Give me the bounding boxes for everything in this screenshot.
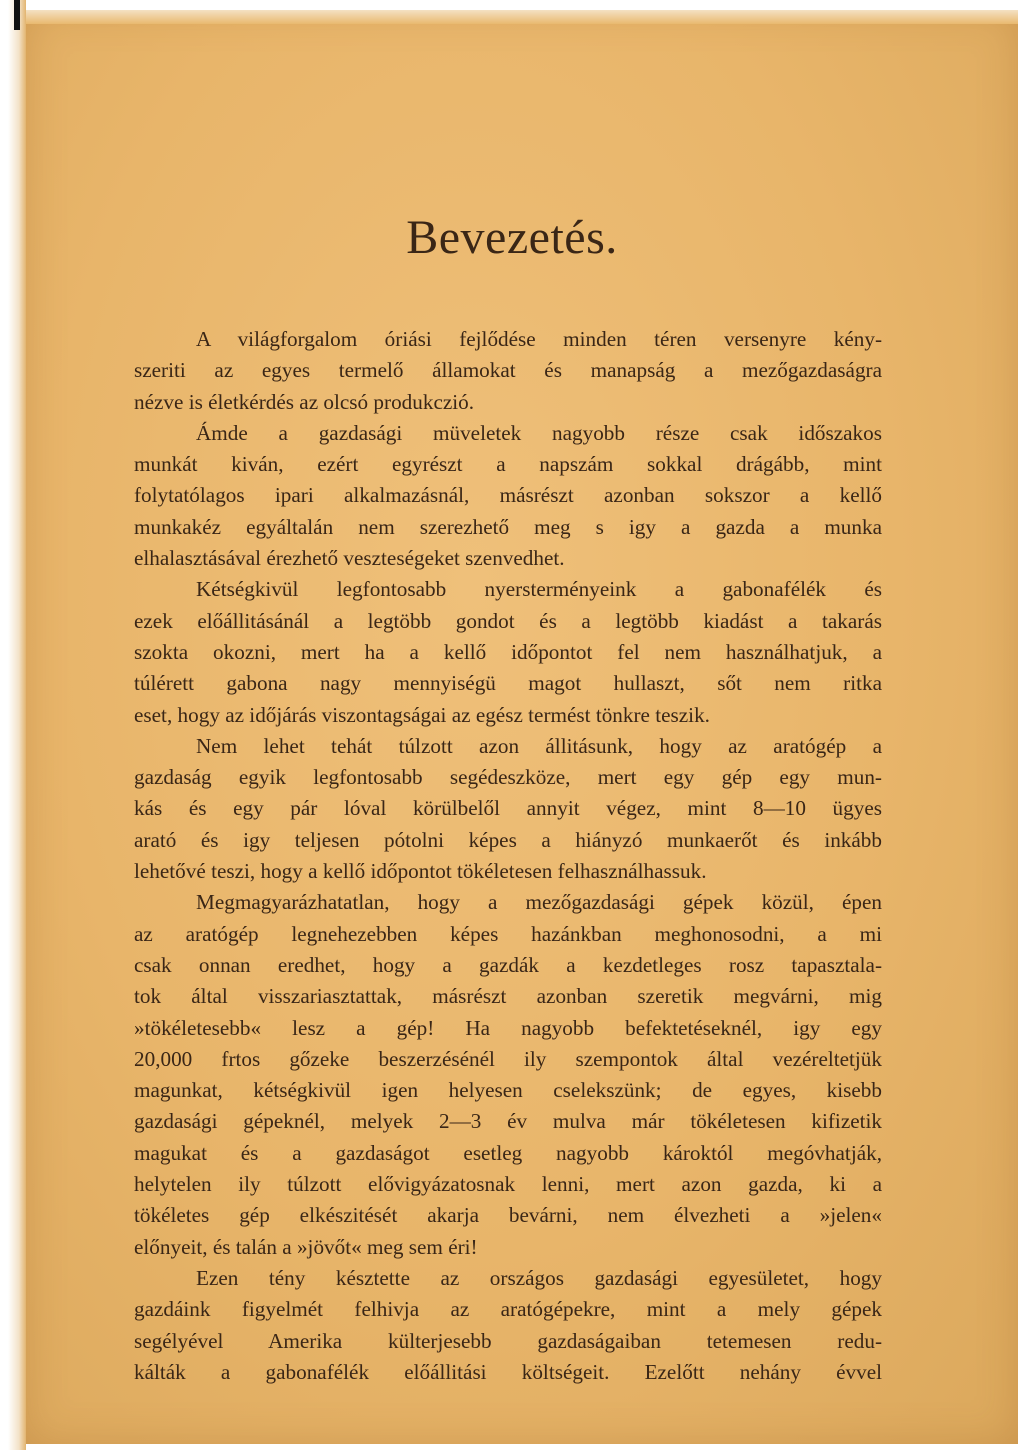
text-line: magukat és a gazdaságot esetleg nagyobb károktól megóvhatják, bbox=[134, 1140, 882, 1165]
text-line: munkakéz egyáltalán nem szerezhető meg s igy a gazda a munka bbox=[134, 514, 882, 539]
text-line: Kétségkivül legfontosabb nyersterményeink a gabonafélék és bbox=[196, 577, 882, 602]
text-line: nézve is életkérdés az olcsó produkczió. bbox=[134, 389, 475, 414]
text-line: túlérett gabona nagy mennyiségü magot hullaszt, sőt nem ritka bbox=[134, 671, 882, 696]
text-line: lehetővé teszi, hogy a kellő időpontot tökéletesen felhasználhassuk. bbox=[134, 859, 707, 884]
text-line: csak onnan eredhet, hogy a gazdák a kezdetleges rosz tapasztala- bbox=[134, 952, 882, 977]
text-line: magunkat, kétségkivül igen helyesen cselekszünk; de egyes, kisebb bbox=[134, 1078, 882, 1103]
text-line: gazdáink figyelmét felhivja az aratógépekre, mint a mely gépek bbox=[134, 1297, 882, 1322]
text-line: ezek előállitásánál a legtöbb gondot és a legtöbb kiadást a takarás bbox=[134, 608, 882, 633]
text-line: A világforgalom óriási fejlődése minden téren versenyre kény- bbox=[196, 327, 882, 351]
text-line: előnyeit, és talán a »jövőt« meg sem éri! bbox=[134, 1234, 478, 1259]
text-line: Ámde a gazdasági müveletek nagyobb része csak időszakos bbox=[196, 420, 882, 445]
text-line: tökéletes gép elkészitését akarja bevárni, nem élvezheti a »jelen« bbox=[134, 1203, 882, 1228]
text-line: az aratógép legnehezebben képes hazánkban meghonosodni, a mi bbox=[134, 921, 882, 946]
page-top-edge bbox=[26, 10, 1018, 24]
text-line: gazdasági gépeknél, melyek 2—3 év mulva már tökéletesen kifizetik bbox=[134, 1109, 882, 1134]
text-line: Nem lehet tehát túlzott azon állitásunk, hogy az aratógép a bbox=[196, 733, 882, 758]
text-line: folytatólagos ipari alkalmazásnál, másrészt azonban sokszor a kellő bbox=[134, 483, 882, 508]
page-title: Bevezetés. bbox=[406, 211, 618, 264]
text-line: Ezen tény késztette az országos gazdasági egyesületet, hogy bbox=[196, 1265, 882, 1290]
scan-mark bbox=[14, 0, 20, 30]
text-line: kás és egy pár lóval körülbelől annyit végez, mint 8—10 ügyes bbox=[134, 796, 882, 821]
text-line: munkát kiván, ezért egyrészt a napszám sokkal drágább, mint bbox=[134, 452, 882, 477]
text-line: Megmagyarázhatatlan, hogy a mezőgazdasági gépek közül, épen bbox=[196, 890, 882, 915]
text-line: helytelen ily túlzott elővigyázatosnak lenni, mert azon gazda, ki a bbox=[134, 1172, 882, 1197]
body-text bbox=[134, 324, 882, 1388]
text-line: szokta okozni, mert ha a kellő időpontot fel nem használhatjuk, a bbox=[134, 639, 882, 664]
text-line: gazdaság egyik legfontosabb segédeszköze, mert egy gép egy mun- bbox=[134, 765, 882, 790]
text-line: elhalasztásával érezhető veszteségeket szenvedhet. bbox=[134, 546, 565, 571]
text-line: szeriti az egyes termelő államokat és manapság a mezőgazdaságra bbox=[134, 358, 882, 383]
text-line: segélyével Amerika külterjesebb gazdaságaiban tetemesen redu- bbox=[134, 1328, 882, 1353]
text-line: tok által visszariasztattak, másrészt azonban szeretik megvárni, mig bbox=[134, 984, 882, 1009]
text-line: 20,000 frtos gőzeke beszerzésénél ily szempontok által vezéreltetjük bbox=[134, 1046, 882, 1071]
text-line: eset, hogy az időjárás viszontagságai az egész termést tönkre teszik. bbox=[134, 702, 710, 727]
text-line: arató és igy teljesen pótolni képes a hiányzó munkaerőt és inkább bbox=[134, 827, 882, 852]
text-line: kálták a gabonafélék előállitási költségeit. Ezelőtt nehány évvel bbox=[134, 1359, 882, 1384]
text-line: »tökéletesebb« lesz a gép! Ha nagyobb befektetéseknél, igy egy bbox=[134, 1015, 882, 1040]
